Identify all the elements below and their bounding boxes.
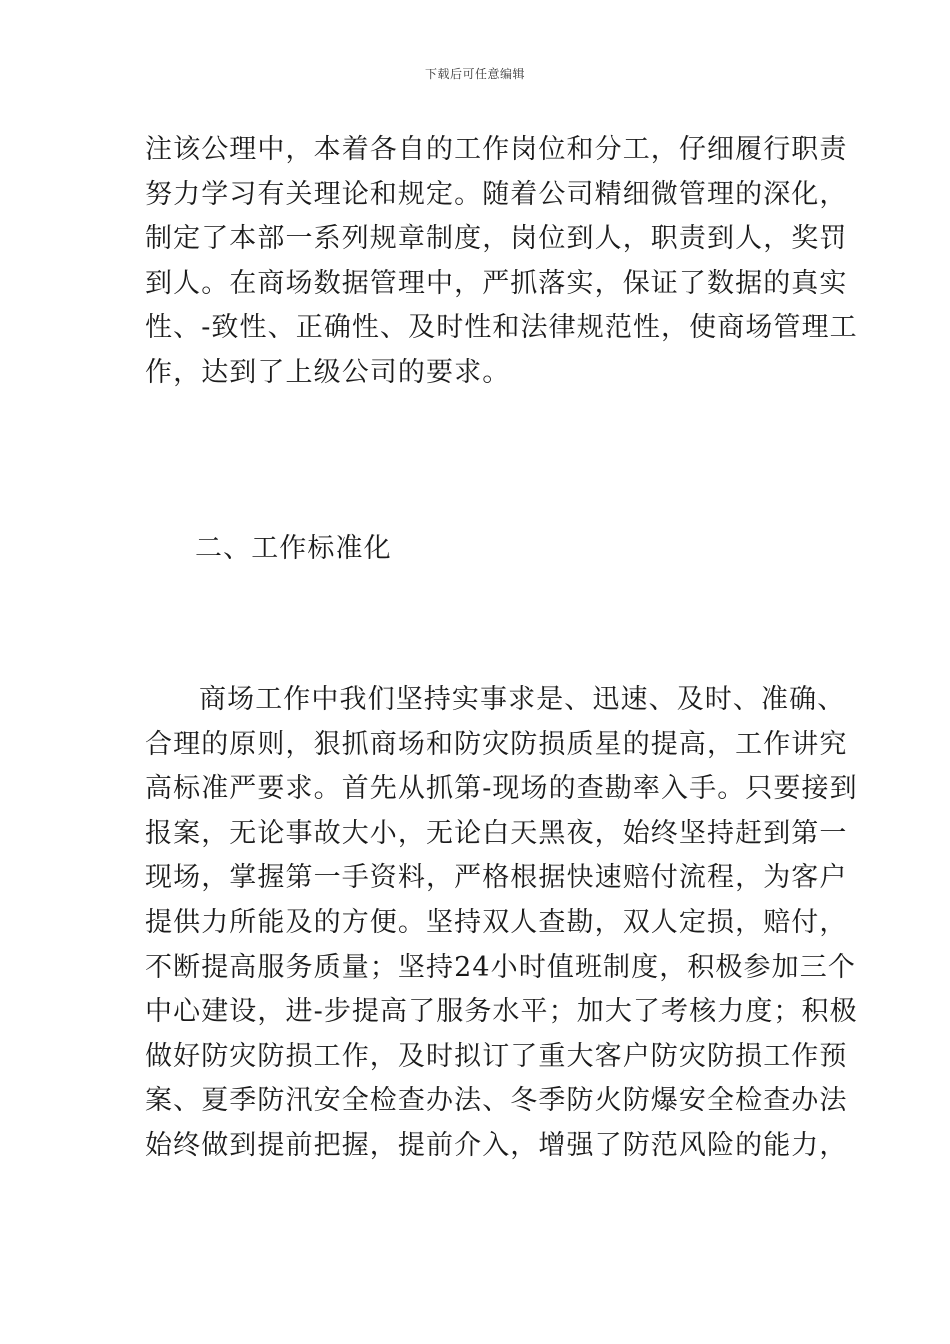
paragraph-line: 中心建设，进-步提高了服务水平；加大了考核力度；积极 — [145, 996, 858, 1028]
paragraph-line: 现场，掌握第一手资料，严格根据快速赔付流程，为客户 — [145, 862, 848, 894]
paragraph-line: 到人。在商场数据管理中，严抓落实，保证了数据的真实 — [145, 267, 848, 299]
paragraph-1 — [145, 128, 858, 396]
paragraph-line: 不断提高服务质量；坚持24小时值班制度，积极参加三个 — [145, 951, 856, 983]
paragraph-line: 作，达到了上级公司的要求。 — [145, 356, 511, 388]
paragraph-line: 合理的原则，狠抓商场和防灾防损质星的提高，工作讲究 — [145, 728, 848, 760]
paragraph-line: 始终做到提前把握，提前介入，增强了防范风险的能力， — [145, 1129, 848, 1161]
paragraph-2 — [145, 678, 858, 1169]
page-header: 下载后可任意编辑 — [424, 67, 525, 81]
paragraph-line: 高标准严要求。首先从抓第-现场的查勘率入手。只要接到 — [145, 773, 858, 805]
paragraph-line: 做好防灾防损工作，及时拟订了重大客户防灾防损工作预 — [145, 1040, 848, 1072]
paragraph-line: 注该公理中，本着各自的工作岗位和分工，仔细履行职责 — [145, 134, 848, 165]
paragraph-line: 商场工作中我们坚持实事求是、迅速、及时、准确、 — [199, 684, 846, 715]
paragraph-line: 努力学习有关理论和规定。随着公司精细微管理的深化， — [145, 178, 848, 210]
paragraph-line: 提供力所能及的方便。坚持双人查勘，双人定损，赔付， — [145, 906, 848, 938]
paragraph-line: 案、夏季防汛安全检查办法、冬季防火防爆安全检查办法 — [145, 1085, 848, 1117]
section-heading: 二、工作标准化 — [195, 533, 392, 564]
paragraph-line: 性、-致性、正确性、及时性和法律规范性，使商场管理工 — [145, 312, 858, 344]
paragraph-line: 报案，无论事故大小，无论白天黑夜，始终坚持赶到第一 — [145, 817, 848, 849]
paragraph-line: 制定了本部一系列规章制度，岗位到人，职责到人，奖罚 — [145, 223, 848, 255]
